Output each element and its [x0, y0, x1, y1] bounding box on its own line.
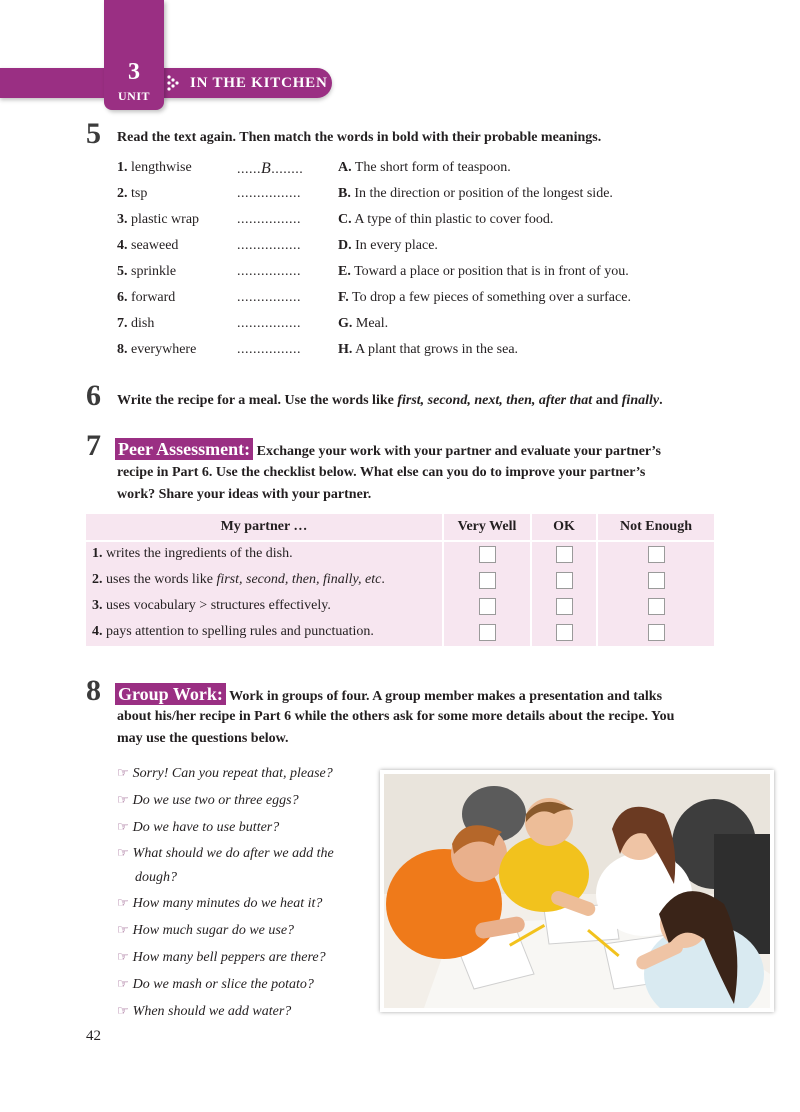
match-row	[117, 290, 717, 316]
match-row	[117, 212, 717, 238]
students-photo	[380, 770, 774, 1012]
exercise-8-line-2: about his/her recipe in Part 6 while the others ask for some more details about the recipe. You	[117, 709, 675, 724]
match-row	[117, 238, 717, 264]
checkbox-very-well[interactable]	[479, 624, 496, 641]
match-meaning: E. Toward a place or position that is in front of you.	[338, 264, 629, 279]
match-meaning: D. In every place.	[338, 238, 438, 253]
table-divider	[86, 540, 714, 542]
group-work-tag: Group Work:	[115, 683, 226, 705]
checklist-criterion: 2. uses the words like first, second, then, finally, etc.	[92, 572, 385, 587]
pointing-hand-icon: ☞	[117, 1003, 129, 1018]
checkbox-not-enough[interactable]	[648, 546, 665, 563]
match-word: 2. tsp	[117, 186, 148, 201]
pointing-hand-icon: ☞	[117, 819, 129, 834]
header-very-well: Very Well	[457, 519, 517, 534]
answer-blank[interactable]: ................	[237, 264, 301, 279]
exercise-7-number: 7	[86, 429, 101, 462]
match-meaning: C. A type of thin plastic to cover food.	[338, 212, 554, 227]
students-illustration	[384, 774, 770, 1008]
match-meaning: G. Meal.	[338, 316, 389, 331]
checklist-criterion: 4. pays attention to spelling rules and punctuation.	[92, 624, 374, 639]
answer-blank[interactable]: ................	[237, 316, 301, 331]
filled-answer: B	[261, 160, 272, 177]
pointing-hand-icon: ☞	[117, 922, 129, 937]
unit-number: 3	[128, 59, 140, 85]
unit-title: IN THE KITCHEN	[190, 75, 328, 91]
answer-blank[interactable]: ......B........	[237, 160, 304, 177]
pointing-hand-icon: ☞	[117, 976, 129, 991]
match-word: 3. plastic wrap	[117, 212, 200, 227]
answer-blank[interactable]: ................	[237, 186, 301, 201]
checkbox-ok[interactable]	[556, 624, 573, 641]
list-item: ☞ Do we mash or slice the potato?	[117, 976, 314, 992]
match-word: 4. seaweed	[117, 238, 179, 253]
match-row	[117, 342, 717, 368]
match-meaning: B. In the direction or position of the longest side.	[338, 186, 613, 201]
answer-blank[interactable]: ................	[237, 342, 301, 357]
answer-blank[interactable]: ................	[237, 238, 301, 253]
list-item: ☞ Do we use two or three eggs?	[117, 792, 299, 808]
exercise-8-line-3: may use the questions below.	[117, 731, 289, 746]
checkbox-very-well[interactable]	[479, 572, 496, 589]
peer-assessment-checklist	[86, 514, 714, 646]
match-meaning: F. To drop a few pieces of something over a surface.	[338, 290, 631, 305]
match-word: 5. sprinkle	[117, 264, 177, 279]
pointing-hand-icon: ☞	[117, 845, 129, 860]
match-word: 7. dish	[117, 316, 155, 331]
checkbox-ok[interactable]	[556, 546, 573, 563]
exercise-5-instruction: Read the text again. Then match the words in bold with their probable meanings.	[117, 130, 602, 145]
exercise-8-number: 8	[86, 674, 101, 707]
exercise-6-instruction: Write the recipe for a meal. Use the words like first, second, next, then, after that and finally.	[117, 393, 663, 408]
list-item: ☞ What should we do after we add the dough?	[117, 845, 334, 885]
match-word: 6. forward	[117, 290, 176, 305]
page-number: 42	[86, 1028, 101, 1044]
pointing-hand-icon: ☞	[117, 895, 129, 910]
exercise-7-line-2: recipe in Part 6. Use the checklist below. What else can you do to improve your partner’s	[117, 465, 646, 480]
exercise-7-line-1: Peer Assessment: Exchange your work with your partner and evaluate your partner’s	[115, 438, 715, 463]
chevron-right-icon	[166, 74, 180, 92]
match-row	[117, 160, 717, 186]
header-not-enough: Not Enough	[620, 519, 692, 534]
match-row	[117, 316, 717, 342]
list-item: ☞ Do we have to use butter?	[117, 819, 280, 835]
pointing-hand-icon: ☞	[117, 949, 129, 964]
list-item: ☞ How much sugar do we use?	[117, 922, 295, 938]
header-ok: OK	[553, 519, 575, 534]
exercise-5-number: 5	[86, 117, 101, 150]
checklist-criterion: 3. uses vocabulary > structures effectively.	[92, 598, 331, 613]
list-item: ☞ When should we add water?	[117, 1003, 292, 1019]
match-word: 1. lengthwise	[117, 160, 192, 175]
header-my-partner: My partner …	[220, 519, 308, 534]
answer-blank[interactable]: ................	[237, 212, 301, 227]
pointing-hand-icon: ☞	[117, 792, 129, 807]
checkbox-not-enough[interactable]	[648, 572, 665, 589]
checkbox-ok[interactable]	[556, 572, 573, 589]
match-row	[117, 264, 717, 290]
question-list	[117, 760, 372, 1025]
peer-assessment-tag: Peer Assessment:	[115, 438, 253, 460]
list-item: ☞ Sorry! Can you repeat that, please?	[117, 765, 333, 781]
match-row	[117, 186, 717, 212]
checkbox-ok[interactable]	[556, 598, 573, 615]
list-item: ☞ How many bell peppers are there?	[117, 949, 326, 965]
match-meaning: H. A plant that grows in the sea.	[338, 342, 519, 357]
checkbox-very-well[interactable]	[479, 598, 496, 615]
answer-blank[interactable]: ................	[237, 290, 301, 305]
checkbox-very-well[interactable]	[479, 546, 496, 563]
checkbox-not-enough[interactable]	[648, 624, 665, 641]
exercise-7-line-3: work? Share your ideas with your partner.	[117, 487, 372, 502]
match-word: 8. everywhere	[117, 342, 197, 357]
unit-label: UNIT	[117, 89, 150, 103]
match-meaning: A. The short form of teaspoon.	[338, 160, 511, 175]
pointing-hand-icon: ☞	[117, 765, 129, 780]
checklist-criterion: 1. writes the ingredients of the dish.	[92, 546, 293, 561]
list-item: ☞ How many minutes do we heat it?	[117, 895, 323, 911]
exercise-6-number: 6	[86, 379, 101, 412]
checkbox-not-enough[interactable]	[648, 598, 665, 615]
exercise-8-line-1: Group Work: Work in groups of four. A group member makes a presentation and talks	[115, 683, 715, 708]
